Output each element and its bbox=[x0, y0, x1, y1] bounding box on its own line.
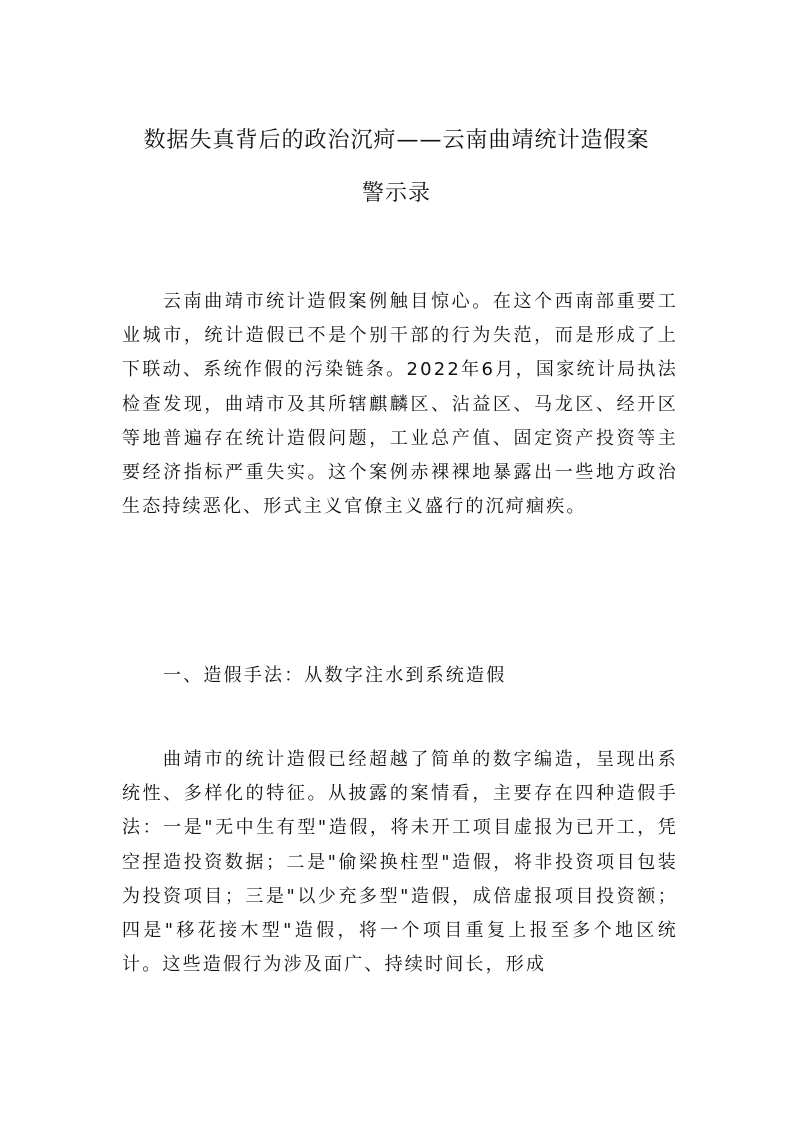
document-title-line-2: 警示录 bbox=[361, 181, 431, 206]
document-title-line-1: 数据失真背后的政治沉疴——云南曲靖统计造假案 bbox=[143, 128, 650, 153]
body-paragraph-2: 曲靖市的统计造假已经超越了简单的数字编造，呈现出系统性、多样化的特征。从披露的案情看，主要存在四种造假手法：一是"无中生有型"造假，将未开工项目虚报为已开工，凭空捏造投资数据；二是"偷梁换柱型"造假，将非投资项目包装为投资项目；三是"以少充多型"造假，成倍虚报项目投资额；四是"移花接木型"造假，将一个项目重复上报至多个地区统计。这些造假行为涉及面广、持续时间长，形成 bbox=[122, 749, 678, 976]
section-heading-1: 一、造假手法：从数字注水到系统造假 bbox=[163, 665, 507, 686]
intro-paragraph: 云南曲靖市统计造假案例触目惊心。在这个西南部重要工业城市，统计造假已不是个别干部的行为失范，而是形成了上下联动、系统作假的污染链条。2022年6月，国家统计局执法检查发现，曲靖市及其所辖麒麟区、沾益区、马龙区、经开区等地普遍存在统计造假问题，工业总产值、固定资产投资等主要经济指标严重失实。这个案例赤裸裸地暴露出一些地方政治生态持续恶化、形式主义官僚主义盛行的沉疴痼疾。 bbox=[122, 291, 678, 518]
